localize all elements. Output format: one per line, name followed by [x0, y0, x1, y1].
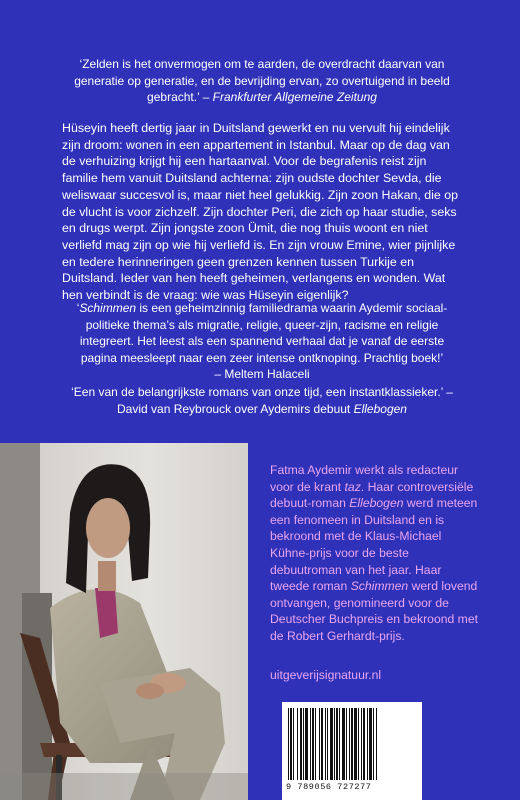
bio-text: werd meteen een fenomeen in Duitsland en is bekroond met de Klaus-Michael Kühne-prijs voor de beste debuutroman van het jaar. Haar tweede roman: [270, 496, 478, 594]
quote-open-mark: ‘: [76, 301, 80, 315]
isbn-barcode: [282, 702, 422, 800]
review-quote-faz: [72, 56, 452, 106]
quote-text: ‘Een van de belangrijkste romans van onze tijd, een instantklassieker.’ – David van Reybrouck over Aydemirs debuut: [71, 385, 453, 416]
bio-text: Fatma Aydemir werkt als redacteur voor de krant: [270, 463, 459, 494]
bio-debut-title: Ellebogen: [349, 496, 404, 511]
bio-text: werd lovend ontvangen, genomineerd voor de Deutscher Buchpreis en bekroond met de Robert Gerhardt-prijs.: [270, 579, 478, 643]
author-bio: [270, 462, 480, 645]
quote-text: is een geheimzinnig familiedrama waarin Aydemir sociaal-politieke thema’s als migratie, religie, queer-zijn, racisme en religie integreert. Het leest als een spannend verhaal dat je vanaf de eerste pagina meesleept naar een zeer intense ontknoping. Prachtig boek!’: [79, 301, 448, 365]
publisher-website[interactable]: uitgeverijsignatuur.nl: [270, 668, 382, 682]
barcode-bars: [288, 708, 414, 780]
barcode-digits: 9 789056 727277: [286, 782, 372, 792]
review-quote-halaceli: [72, 300, 452, 383]
review-quote-reybrouck: [62, 384, 462, 417]
book-summary: [62, 120, 460, 304]
bio-second-title: Schimmen: [350, 579, 409, 594]
quote-source: – Meltem Halaceli: [214, 367, 310, 381]
summary-paragraph: Hüseyin heeft dertig jaar in Duitsland gewerkt en nu vervult hij eindelijk zijn droom: wonen in een appartement in Istanbul. Maar op de dag van de verhuizing krijgt hij een hartaanval. Voor de begrafenis reist zijn familie hem vanuit Duitsland achterna: zijn oudste dochter Sevda, die weliswaar succesvol is, maar niet heel gelukkig. Zijn zoon Hakan, die op de vlucht is voor zichzelf. Zijn dochter Peri, die zich op haar studie, seks en drugs werpt. Zijn jongste zoon Ümit, die nog thuis woont en niet verliefd mag zijn op wie hij verliefd is. En zijn vrouw Emine, wier pijnlijke en tedere herinneringen geen grenzen kennen tussen Turkije en Duitsland. Ieder van hen heeft geheimen, verlangens en wonden. Wat hen verbindt is de vraag: wie was Hüseyin eigenlijk?: [62, 121, 459, 303]
quote-source: Frankfurter Allgemeine Zeitung: [212, 90, 377, 104]
author-photo: [0, 443, 248, 800]
quote-text: ‘Zelden is het onvermogen om te aarden, de overdracht daarvan van generatie op generatie, en de bevrijding ervan, zo overtuigend in beeld gebracht.’ –: [74, 57, 450, 104]
quote-book-title: Schimmen: [79, 301, 137, 315]
bio-newspaper: taz: [344, 479, 361, 494]
bio-text: . Haar controversiële debuut-roman: [270, 479, 474, 511]
quote-book-title: Ellebogen: [353, 401, 407, 416]
